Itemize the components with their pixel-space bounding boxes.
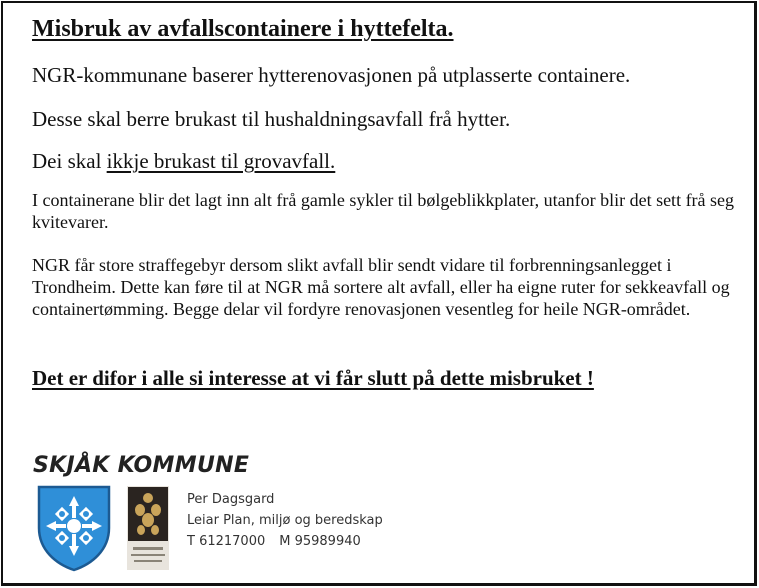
underlined-warning: ikkje brukast til grovavfall. [106,149,336,173]
contact-phones [187,531,383,552]
paragraph-misuse-examples: I containerane blir det lagt inn alt frå gamle sykler til bølgeblikkplater, utanfor blir det sett frå seg kvitevarer. [32,190,735,232]
contact-block [187,489,383,552]
mobile-number: M 95989940 [279,534,361,549]
paragraph-penalty: NGR får store straffegebyr dersom slikt avfall blir sendt vidare til forbrenningsanlegget i Trondheim. Dette kan føre til at NGR må sortere alt avfall, eller ha eigne ruter for sekkeavfall og containertømming. Begge delar vil fordyre renovasjonen vesentleg for heile NGR-området. [32,255,730,319]
contact-name: Per Dagsgard [187,492,275,507]
skjak-coat-of-arms-icon [36,484,112,572]
contact-role: Leiar Plan, miljø og beredskap [187,513,383,528]
paragraph-household-waste: Desse skal berre brukast til hushaldningsavfall frå hytter. [32,107,511,131]
national-park-emblem-icon [127,486,169,570]
closing-statement: Det er difor i alle si interesse at vi får slutt på dette misbruket ! [32,366,594,390]
paragraph-no-bulky-waste [32,149,335,174]
paragraph-prefix: Dei skal [32,149,107,173]
notice-title: Misbruk av avfallscontainere i hyttefelta. [32,16,454,42]
paragraph-containers: NGR-kommunane baserer hytterenovasjonen på utplasserte containere. [32,63,631,87]
organization-name: SKJÅK KOMMUNE [33,453,250,478]
phone-number: T 61217000 [187,534,266,549]
